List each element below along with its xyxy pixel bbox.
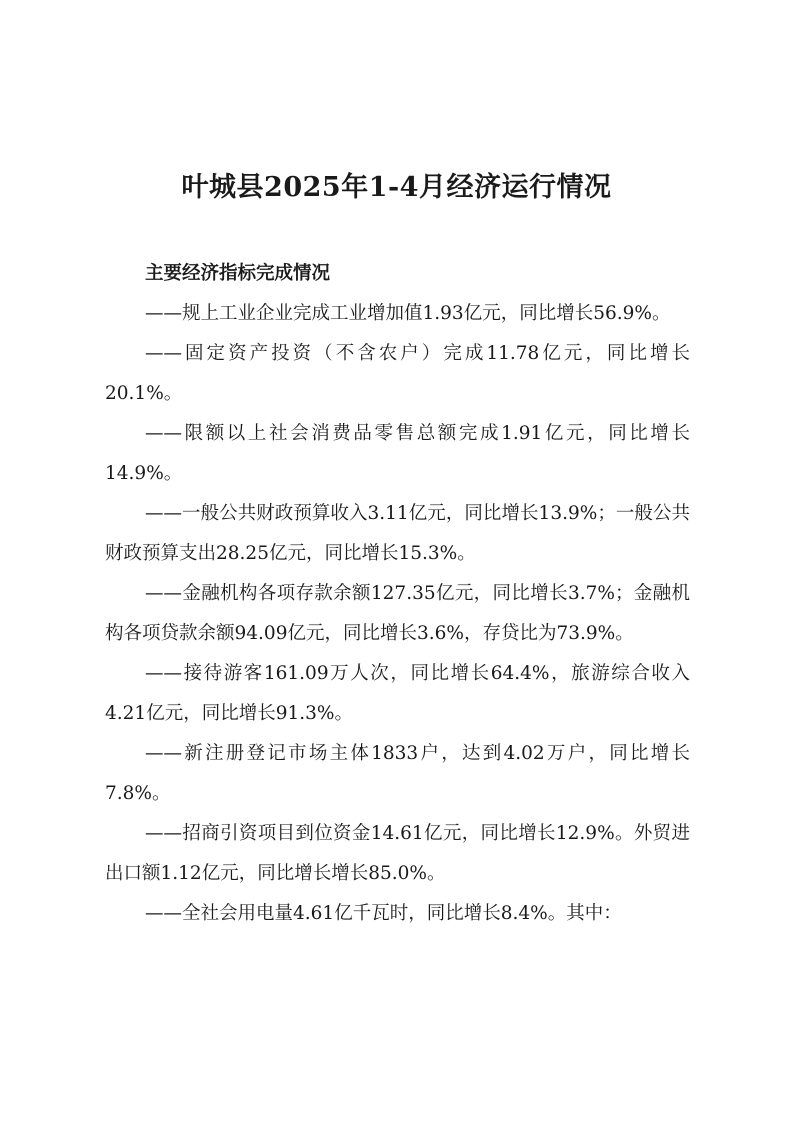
paragraph-retail-sales: ——限额以上社会消费品零售总额完成1.91亿元，同比增长14.9%。	[105, 423, 690, 484]
paragraph-industrial-output: ——规上工业企业完成工业增加值1.93亿元，同比增长56.9%。	[145, 303, 671, 324]
section-heading: 主要经济指标完成情况	[145, 263, 331, 284]
paragraph-market-entities: ——新注册登记市场主体1833户，达到4.02万户，同比增长7.8%。	[105, 743, 690, 804]
paragraph-electricity: ——全社会用电量4.61亿千瓦时，同比增长8.4%。其中：	[145, 903, 622, 924]
paragraph-fixed-asset-investment: ——固定资产投资（不含农户）完成11.78亿元，同比增长20.1%。	[105, 343, 690, 404]
paragraph-deposits-loans: ——金融机构各项存款余额127.35亿元，同比增长3.7%；金融机构各项贷款余额94.09亿元，同比增长3.6%，存贷比为73.9%。	[105, 583, 690, 644]
paragraph-public-finance: ——一般公共财政预算收入3.11亿元，同比增长13.9%；一般公共财政预算支出28.25亿元，同比增长15.3%。	[105, 503, 690, 564]
document-title: 叶城县2025年1-4月经济运行情况	[181, 172, 612, 203]
paragraph-investment-trade: ——招商引资项目到位资金14.61亿元，同比增长12.9%。外贸进出口额1.12亿元，同比增长增长85.0%。	[105, 823, 690, 884]
document-body	[105, 254, 690, 934]
paragraph-tourism: ——接待游客161.09万人次，同比增长64.4%，旅游综合收入4.21亿元，同比增长91.3%。	[105, 663, 690, 724]
